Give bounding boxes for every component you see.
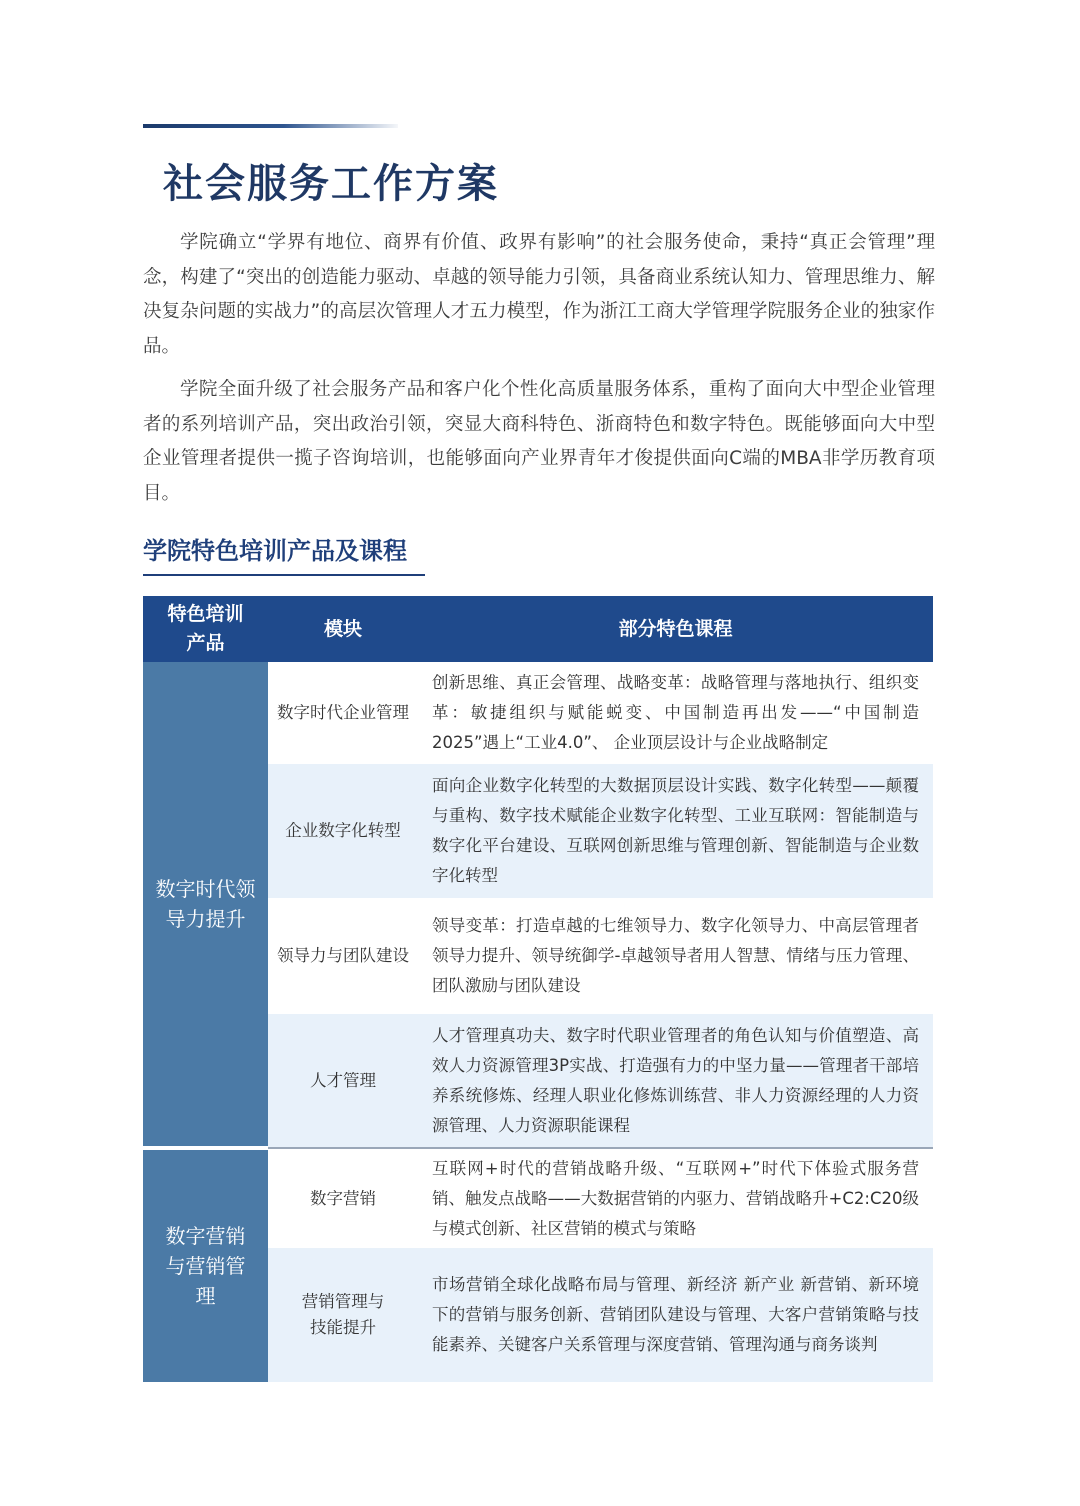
table-row xyxy=(143,662,933,764)
module-cell: 数字时代企业管理 xyxy=(268,662,418,764)
category-label: 数字时代领导力提升 xyxy=(155,877,256,931)
module-label: 营销管理与技能提升 xyxy=(301,1292,385,1337)
module-cell: 数字营销 xyxy=(268,1148,418,1248)
intro-paragraph-1: 学院确立“学界有地位、商界有价值、政界有影响”的社会服务使命，秉持“真正会管理”理念，构建了“突出的创造能力驱动、卓越的领导能力引领，具备商业系统认知力、管理思维力、解决复杂问题的实战力”的高层次管理人才五力模型，作为浙江工商大学管理学院服务企业的独家作品。 xyxy=(143,232,935,357)
intro-section xyxy=(143,226,935,520)
category-cell xyxy=(143,1148,268,1382)
courses-cell: 面向企业数字化转型的大数据顶层设计实践、数字化转型——颠覆与重构、数字技术赋能企业数字化转型、工业互联网：智能制造与数字化平台建设、互联网创新思维与管理创新、智能制造与企业数字化转型 xyxy=(418,764,933,898)
category-label: 数字营销与营销管理 xyxy=(165,1224,246,1308)
module-cell: 人才管理 xyxy=(268,1014,418,1148)
table-row xyxy=(143,1148,933,1248)
training-products-table xyxy=(143,596,933,1382)
section-heading: 学院特色培训产品及课程 xyxy=(143,537,407,565)
header-module: 模块 xyxy=(268,596,418,662)
title-accent-rule xyxy=(143,124,398,128)
module-cell: 企业数字化转型 xyxy=(268,764,418,898)
header-product-text: 特色培训产品 xyxy=(167,603,244,654)
courses-cell: 互联网+时代的营销战略升级、“互联网+”时代下体验式服务营销、触发点战略——大数据营销的内驱力、营销战略升+C2:C20级与模式创新、社区营销的模式与策略 xyxy=(418,1148,933,1248)
courses-cell: 创新思维、真正会管理、战略变革：战略管理与落地执行、组织变革：敏捷组织与赋能蜕变、中国制造再出发——“中国制造2025”遇上“工业4.0”、 企业顶层设计与企业战略制定 xyxy=(418,662,933,764)
module-cell xyxy=(268,1248,418,1382)
courses-cell: 人才管理真功夫、数字时代职业管理者的角色认知与价值塑造、高效人力资源管理3P实战、打造强有力的中坚力量——管理者干部培养系统修炼、经理人职业化修炼训练营、非人力资源经理的人力资源管理、人力资源职能课程 xyxy=(418,1014,933,1148)
courses-cell: 领导变革：打造卓越的七维领导力、数字化领导力、中高层管理者领导力提升、领导统御学-卓越领导者用人智慧、情绪与压力管理、团队激励与团队建设 xyxy=(418,898,933,1014)
intro-paragraph-2: 学院全面升级了社会服务产品和客户化个性化高质量服务体系，重构了面向大中型企业管理者的系列培训产品，突出政治引领，突显大商科特色、浙商特色和数字特色。既能够面向大中型企业管理者提供一揽子咨询培训，也能够面向产业界青年才俊提供面向C端的MBA非学历教育项目。 xyxy=(143,379,935,504)
category-cell xyxy=(143,662,268,1148)
header-courses: 部分特色课程 xyxy=(418,596,933,662)
page-title: 社会服务工作方案 xyxy=(163,160,499,207)
header-product xyxy=(143,596,268,662)
table-header-row xyxy=(143,596,933,662)
courses-cell: 市场营销全球化战略布局与管理、新经济 新产业 新营销、新环境下的营销与服务创新、营销团队建设与管理、大客户营销策略与技能素养、关键客户关系管理与深度营销、管理沟通与商务谈判 xyxy=(418,1248,933,1382)
module-cell: 领导力与团队建设 xyxy=(268,898,418,1014)
section-heading-underline xyxy=(143,574,425,576)
